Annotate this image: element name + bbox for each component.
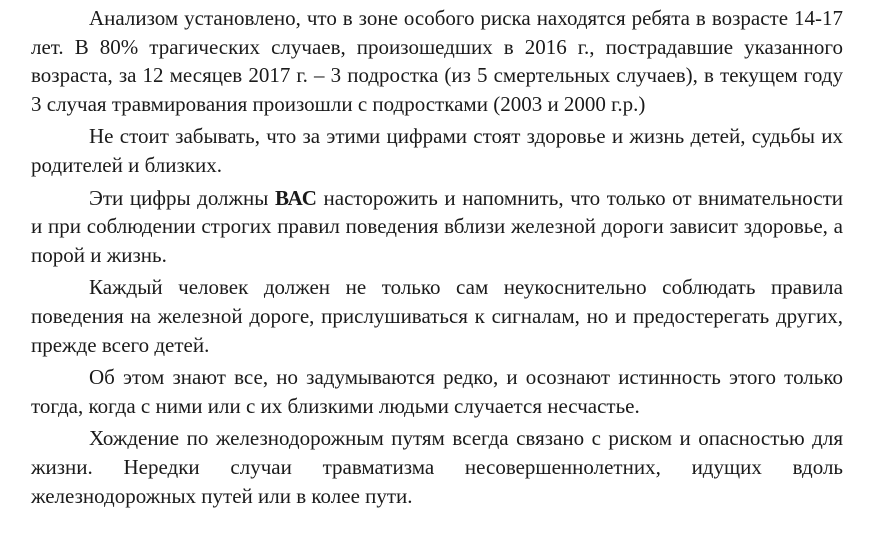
paragraph-track-danger: Хождение по железнодорожным путям всегда связано с риском и опасностью для жизни. Нередки случаи травматизма несовершеннолетних, идущих вдоль железнодорожных путей или в колее пути. xyxy=(31,426,843,508)
emphasis-you: ВАС xyxy=(274,185,317,210)
paragraph-warning xyxy=(31,184,843,270)
paragraph-awareness: Об этом знают все, но задумываются редко, и осознают истинность этого только тогда, когда с ними или с их близкими людьми случается несчастье. xyxy=(31,365,843,418)
paragraph-warning-after: насторожить и напомнить, что только от внимательности и при соблюдении строгих правил поведения вблизи железной дороги зависит здоровье, а порой и жизнь. xyxy=(31,185,844,267)
paragraph-rules: Каждый человек должен не только сам неукоснительно соблюдать правила поведения на железной дороге, прислушиваться к сигналам, но и предостерегать других, прежде всего детей. xyxy=(31,275,843,357)
paragraph-warning-before: Эти цифры должны xyxy=(89,185,275,210)
paragraph-risk-analysis: Анализом установлено, что в зоне особого риска находятся ребята в возрасте 14-17 лет. В 80% трагических случаев, произошедших в 2016 г., пострадавшие указанного возраста, за 12 месяцев 2017 г. – 3 подростка (из 5 смертельных случаев), в текущем году 3 случая травмирования произошли с подростками (2003 и 2000 г.р.) xyxy=(31,6,843,116)
paragraph-health-and-life: Не стоит забывать, что за этими цифрами стоят здоровье и жизнь детей, судьбы их родителей и близких. xyxy=(31,124,843,177)
document-page xyxy=(31,4,843,514)
